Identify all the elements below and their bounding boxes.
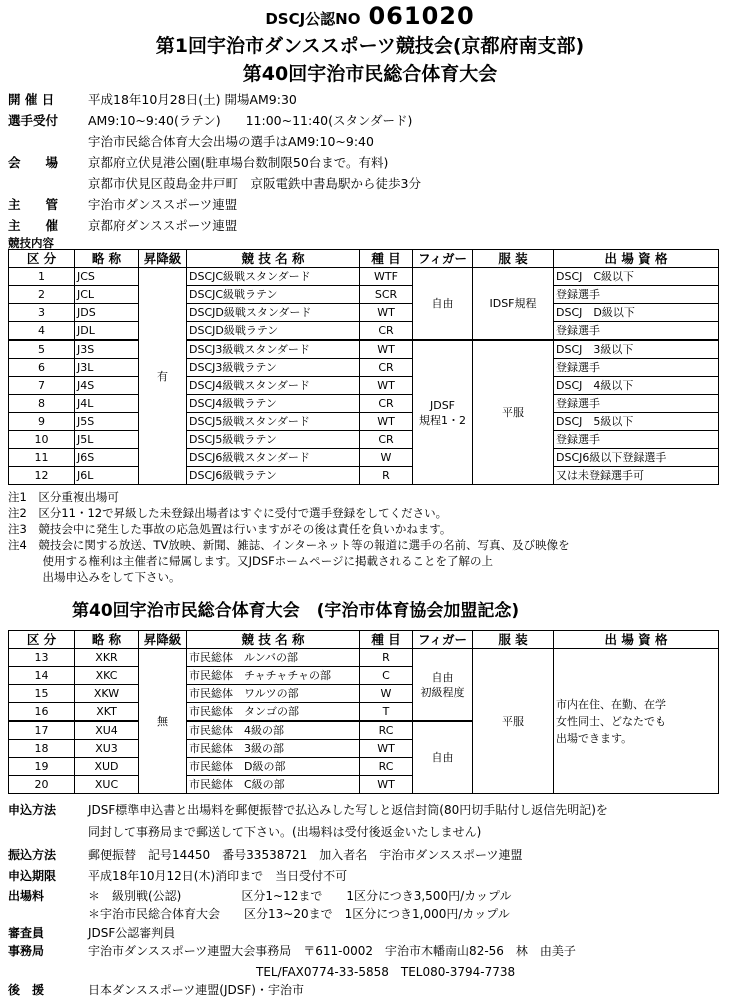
row-abbr: XKC [75,667,139,685]
col-header: 種 目 [360,631,413,649]
row-number: 5 [9,340,75,359]
col-header: フィガー [413,631,473,649]
row-number: 13 [9,649,75,667]
row-abbr: XKT [75,703,139,722]
qualification: DSCJ 3級以下 [554,340,719,359]
qualification: 登録選手 [554,359,719,377]
row-abbr: XKR [75,649,139,667]
info-manager [8,195,237,213]
footer-value: 日本ダンススポーツ連盟(JDSF)・宇治市 [88,983,304,997]
row-number: 16 [9,703,75,722]
table-row [9,649,719,667]
promotion-cell: 有 [139,268,187,485]
footer-judges [8,924,175,941]
row-event-type: RC [360,721,413,740]
footer-value: ＊宇治市民総合体育大会 区分13~20まで 1区分につき1,000円/カップル [88,907,510,921]
figure-free: 自由 [431,670,454,684]
info-key: 主 管 [8,197,59,212]
info-reception [8,111,412,129]
footer-value: 郵便振替 記号14450 番号33538721 加入者名 宇治市ダンススポーツ連盟 [88,848,523,862]
figure-jdsf-cell [413,340,473,485]
row-event-name: DSCJ4級戦ラテン [187,395,360,413]
footer-key: 申込方法 [8,803,57,817]
row-event-name: DSCJC級戦ラテン [187,286,360,304]
promotion-cell: 無 [139,649,187,794]
row-event-type: WT [360,413,413,431]
cert-label: DSCJ公認NO [265,10,361,28]
row-event-type: WTF [360,268,413,286]
row-event-type: WT [360,340,413,359]
table-header-row [9,631,719,649]
note-2: 注2 区分11・12で昇級した未登録出場者はすぐに受付で選手登録をしてください。 [8,506,448,520]
row-abbr: J4S [75,377,139,395]
col-header: 競 技 名 称 [187,250,360,268]
row-event-name: 市民総体 ルンバの部 [187,649,360,667]
row-abbr: XU4 [75,721,139,740]
qualification: 女性同士、どなたでも [556,714,666,728]
footer-value: JDSF公認審判員 [88,926,176,940]
footer-deadline [8,867,347,884]
table-row [9,467,719,485]
qualification: 市内在住、在勤、在学 [556,697,666,711]
footer-office [8,942,576,959]
row-event-type: RC [360,758,413,776]
cert-number: 061020 [368,2,475,30]
section2-title: 第40回宇治市民総合体育大会 (宇治市体育協会加盟記念) [72,601,520,621]
row-number: 7 [9,377,75,395]
row-event-name: 市民総体 ワルツの部 [187,685,360,703]
row-abbr: JCS [75,268,139,286]
row-abbr: XUD [75,758,139,776]
row-event-type: W [360,685,413,703]
row-number: 15 [9,685,75,703]
qualification: 登録選手 [554,395,719,413]
row-event-name: 市民総体 タンゴの部 [187,703,360,722]
col-header: 略 称 [75,250,139,268]
row-abbr: J3L [75,359,139,377]
row-event-type: CR [360,322,413,341]
figure-jdsf: JDSF [429,398,456,412]
note-4-cont-2: 出場申込みをして下さい。 [8,570,181,584]
table-row [9,431,719,449]
info-value: 平成18年10月28日(土) 開場AM9:30 [88,92,297,107]
table-row [9,377,719,395]
row-abbr: J5L [75,431,139,449]
table-header-row [9,250,719,268]
row-event-name: 市民総体 3級の部 [187,740,360,758]
info-key: 開 催 日 [8,92,55,107]
footer-key: 事務局 [8,944,45,958]
info-organizer [8,216,237,234]
table-row [9,413,719,431]
row-event-name: 市民総体 D級の部 [187,758,360,776]
note-4-cont: 使用する権利は主催者に帰属します。又JDSFホームページに掲載されることを了解の上 [8,554,494,568]
row-number: 12 [9,467,75,485]
row-number: 19 [9,758,75,776]
qualification: 登録選手 [554,431,719,449]
sub-title: 第40回宇治市民総合体育大会 [242,63,498,85]
table-row [9,340,719,359]
info-value: 宇治市民総合体育大会出場の選手はAM9:10~9:40 [88,134,374,149]
qualification: 登録選手 [554,322,719,341]
row-number: 14 [9,667,75,685]
row-event-type: R [360,467,413,485]
info-venue [8,153,388,171]
figure-jdsf-rule: 規程1・2 [419,413,466,427]
row-event-name: 市民総体 チャチャチャの部 [187,667,360,685]
row-event-name: DSCJD級戦スタンダード [187,304,360,322]
row-event-type: W [360,449,413,467]
info-reception-2 [8,132,374,150]
footer-office-tel [8,963,515,980]
footer-key: 審査員 [8,926,45,940]
dress-plain-cell: 平服 [473,340,554,485]
info-key: 選手受付 [8,113,59,128]
row-event-type: R [360,649,413,667]
row-number: 10 [9,431,75,449]
row-event-name: DSCJ3級戦ラテン [187,359,360,377]
col-header: フィガー [413,250,473,268]
footer-key: 振込方法 [8,848,57,862]
info-value: 京都府ダンススポーツ連盟 [88,218,238,233]
row-abbr: J3S [75,340,139,359]
row-number: 2 [9,286,75,304]
row-abbr: XUC [75,776,139,794]
row-number: 11 [9,449,75,467]
qualification: 登録選手 [554,286,719,304]
row-number: 1 [9,268,75,286]
table1-caption: 競技内容 [8,236,54,250]
table-row [9,304,719,322]
note-3: 注3 競技会中に発生した事故の応急処置は行いますがその後は責任を負いかねます。 [8,522,452,536]
footer-value: TEL/FAX0774-33-5858 TEL080-3794-7738 [88,965,516,979]
dress-plain-cell: 平服 [473,649,554,794]
info-key: 主 催 [8,218,59,233]
info-value: 京都府立伏見港公園(駐車場台数制限50台まで。有料) [88,155,389,170]
row-event-name: 市民総体 C級の部 [187,776,360,794]
table-row [9,359,719,377]
footer-fee [8,887,512,904]
dress-idsf-cell: IDSF規程 [473,268,554,341]
col-header: 出 場 資 格 [554,250,719,268]
row-number: 6 [9,359,75,377]
col-header: 昇降級 [139,250,187,268]
row-event-name: DSCJC級戦スタンダード [187,268,360,286]
row-event-name: DSCJD級戦ラテン [187,322,360,341]
row-event-name: 市民総体 4級の部 [187,721,360,740]
info-value: AM9:10~9:40(ラテン) 11:00~11:40(スタンダード) [88,113,413,128]
table-row [9,268,719,286]
figure-free-cell: 自由 [413,721,473,794]
row-abbr: J6S [75,449,139,467]
row-abbr: JDL [75,322,139,341]
footer-support [8,981,304,998]
row-event-type: T [360,703,413,722]
figure-free-cell: 自由 [413,268,473,341]
row-event-type: CR [360,395,413,413]
row-event-name: DSCJ5級戦ラテン [187,431,360,449]
col-header: 区 分 [9,250,75,268]
row-number: 20 [9,776,75,794]
col-header: 服 装 [473,250,554,268]
info-venue-2 [8,174,421,192]
footer-application [8,801,608,818]
footer-application-2 [8,823,481,840]
row-number: 8 [9,395,75,413]
row-event-type: WT [360,740,413,758]
qualification: 又は未登録選手可 [554,467,719,485]
row-event-type: SCR [360,286,413,304]
row-abbr: J5S [75,413,139,431]
col-header: 略 称 [75,631,139,649]
row-abbr: XU3 [75,740,139,758]
row-event-type: CR [360,431,413,449]
row-number: 4 [9,322,75,341]
certification-header [0,2,740,30]
row-number: 17 [9,721,75,740]
qualification: DSCJ 5級以下 [554,413,719,431]
qualification: DSCJ6級以下登録選手 [554,449,719,467]
row-abbr: XKW [75,685,139,703]
col-header: 昇降級 [139,631,187,649]
row-abbr: JDS [75,304,139,322]
table-row [9,286,719,304]
row-event-type: WT [360,776,413,794]
row-abbr: J6L [75,467,139,485]
row-event-name: DSCJ4級戦スタンダード [187,377,360,395]
footer-value: 宇治市ダンススポーツ連盟大会事務局 〒611-0002 宇治市木幡南山82-56 林 由美子 [88,944,576,958]
row-event-type: C [360,667,413,685]
figure-level: 初級程度 [420,685,465,699]
footer-value: 平成18年10月12日(木)消印まで 当日受付不可 [88,869,348,883]
table-row [9,322,719,341]
qualification-cell [554,649,719,794]
row-abbr: JCL [75,286,139,304]
table-row [9,449,719,467]
figure-beginner-cell [413,649,473,722]
qualification: DSCJ D級以下 [554,304,719,322]
footer-value: 同封して事務局まで郵送して下さい。(出場料は受付後返金いたしません) [88,825,482,839]
row-event-name: DSCJ6級戦ラテン [187,467,360,485]
row-event-name: DSCJ6級戦スタンダード [187,449,360,467]
col-header: 競 技 名 称 [187,631,360,649]
info-value: 宇治市ダンススポーツ連盟 [88,197,238,212]
row-abbr: J4L [75,395,139,413]
row-event-name: DSCJ5級戦スタンダード [187,413,360,431]
row-event-type: WT [360,377,413,395]
footer-value: JDSF標準申込書と出場料を郵便振替で払込みした写しと返信封筒(80円切手貼付し返信先明記)を [88,803,608,817]
note-4: 注4 競技会に関する放送、TV放映、新聞、雑誌、インターネット等の報道に選手の名前、写真、及び映像を [8,538,570,552]
citizen-table [8,630,719,794]
col-header: 服 装 [473,631,554,649]
row-event-name: DSCJ3級戦スタンダード [187,340,360,359]
row-number: 3 [9,304,75,322]
info-date [8,90,297,108]
col-header: 種 目 [360,250,413,268]
footer-value: ＊ 級別戦(公認) 区分1~12まで 1区分につき3,500円/カップル [88,889,512,903]
competition-table [8,249,719,485]
col-header: 区 分 [9,631,75,649]
footer-transfer [8,846,523,863]
info-key: 会 場 [8,155,59,170]
qualification: DSCJ 4級以下 [554,377,719,395]
row-event-type: WT [360,304,413,322]
row-event-type: CR [360,359,413,377]
info-value: 京都市伏見区葭島金井戸町 京阪電鉄中書島駅から徒歩3分 [88,176,421,191]
qualification: 出場できます。 [556,731,633,745]
row-number: 9 [9,413,75,431]
footer-key: 申込期限 [8,869,57,883]
qualification: DSCJ C級以下 [554,268,719,286]
note-1: 注1 区分重複出場可 [8,490,119,504]
main-title: 第1回宇治市ダンススポーツ競技会(京都府南支部) [155,35,585,57]
col-header: 出 場 資 格 [554,631,719,649]
footer-fee-2 [8,905,510,922]
row-number: 18 [9,740,75,758]
footer-key: 出場料 [8,889,45,903]
footer-key: 後 援 [8,983,45,997]
table-row [9,395,719,413]
